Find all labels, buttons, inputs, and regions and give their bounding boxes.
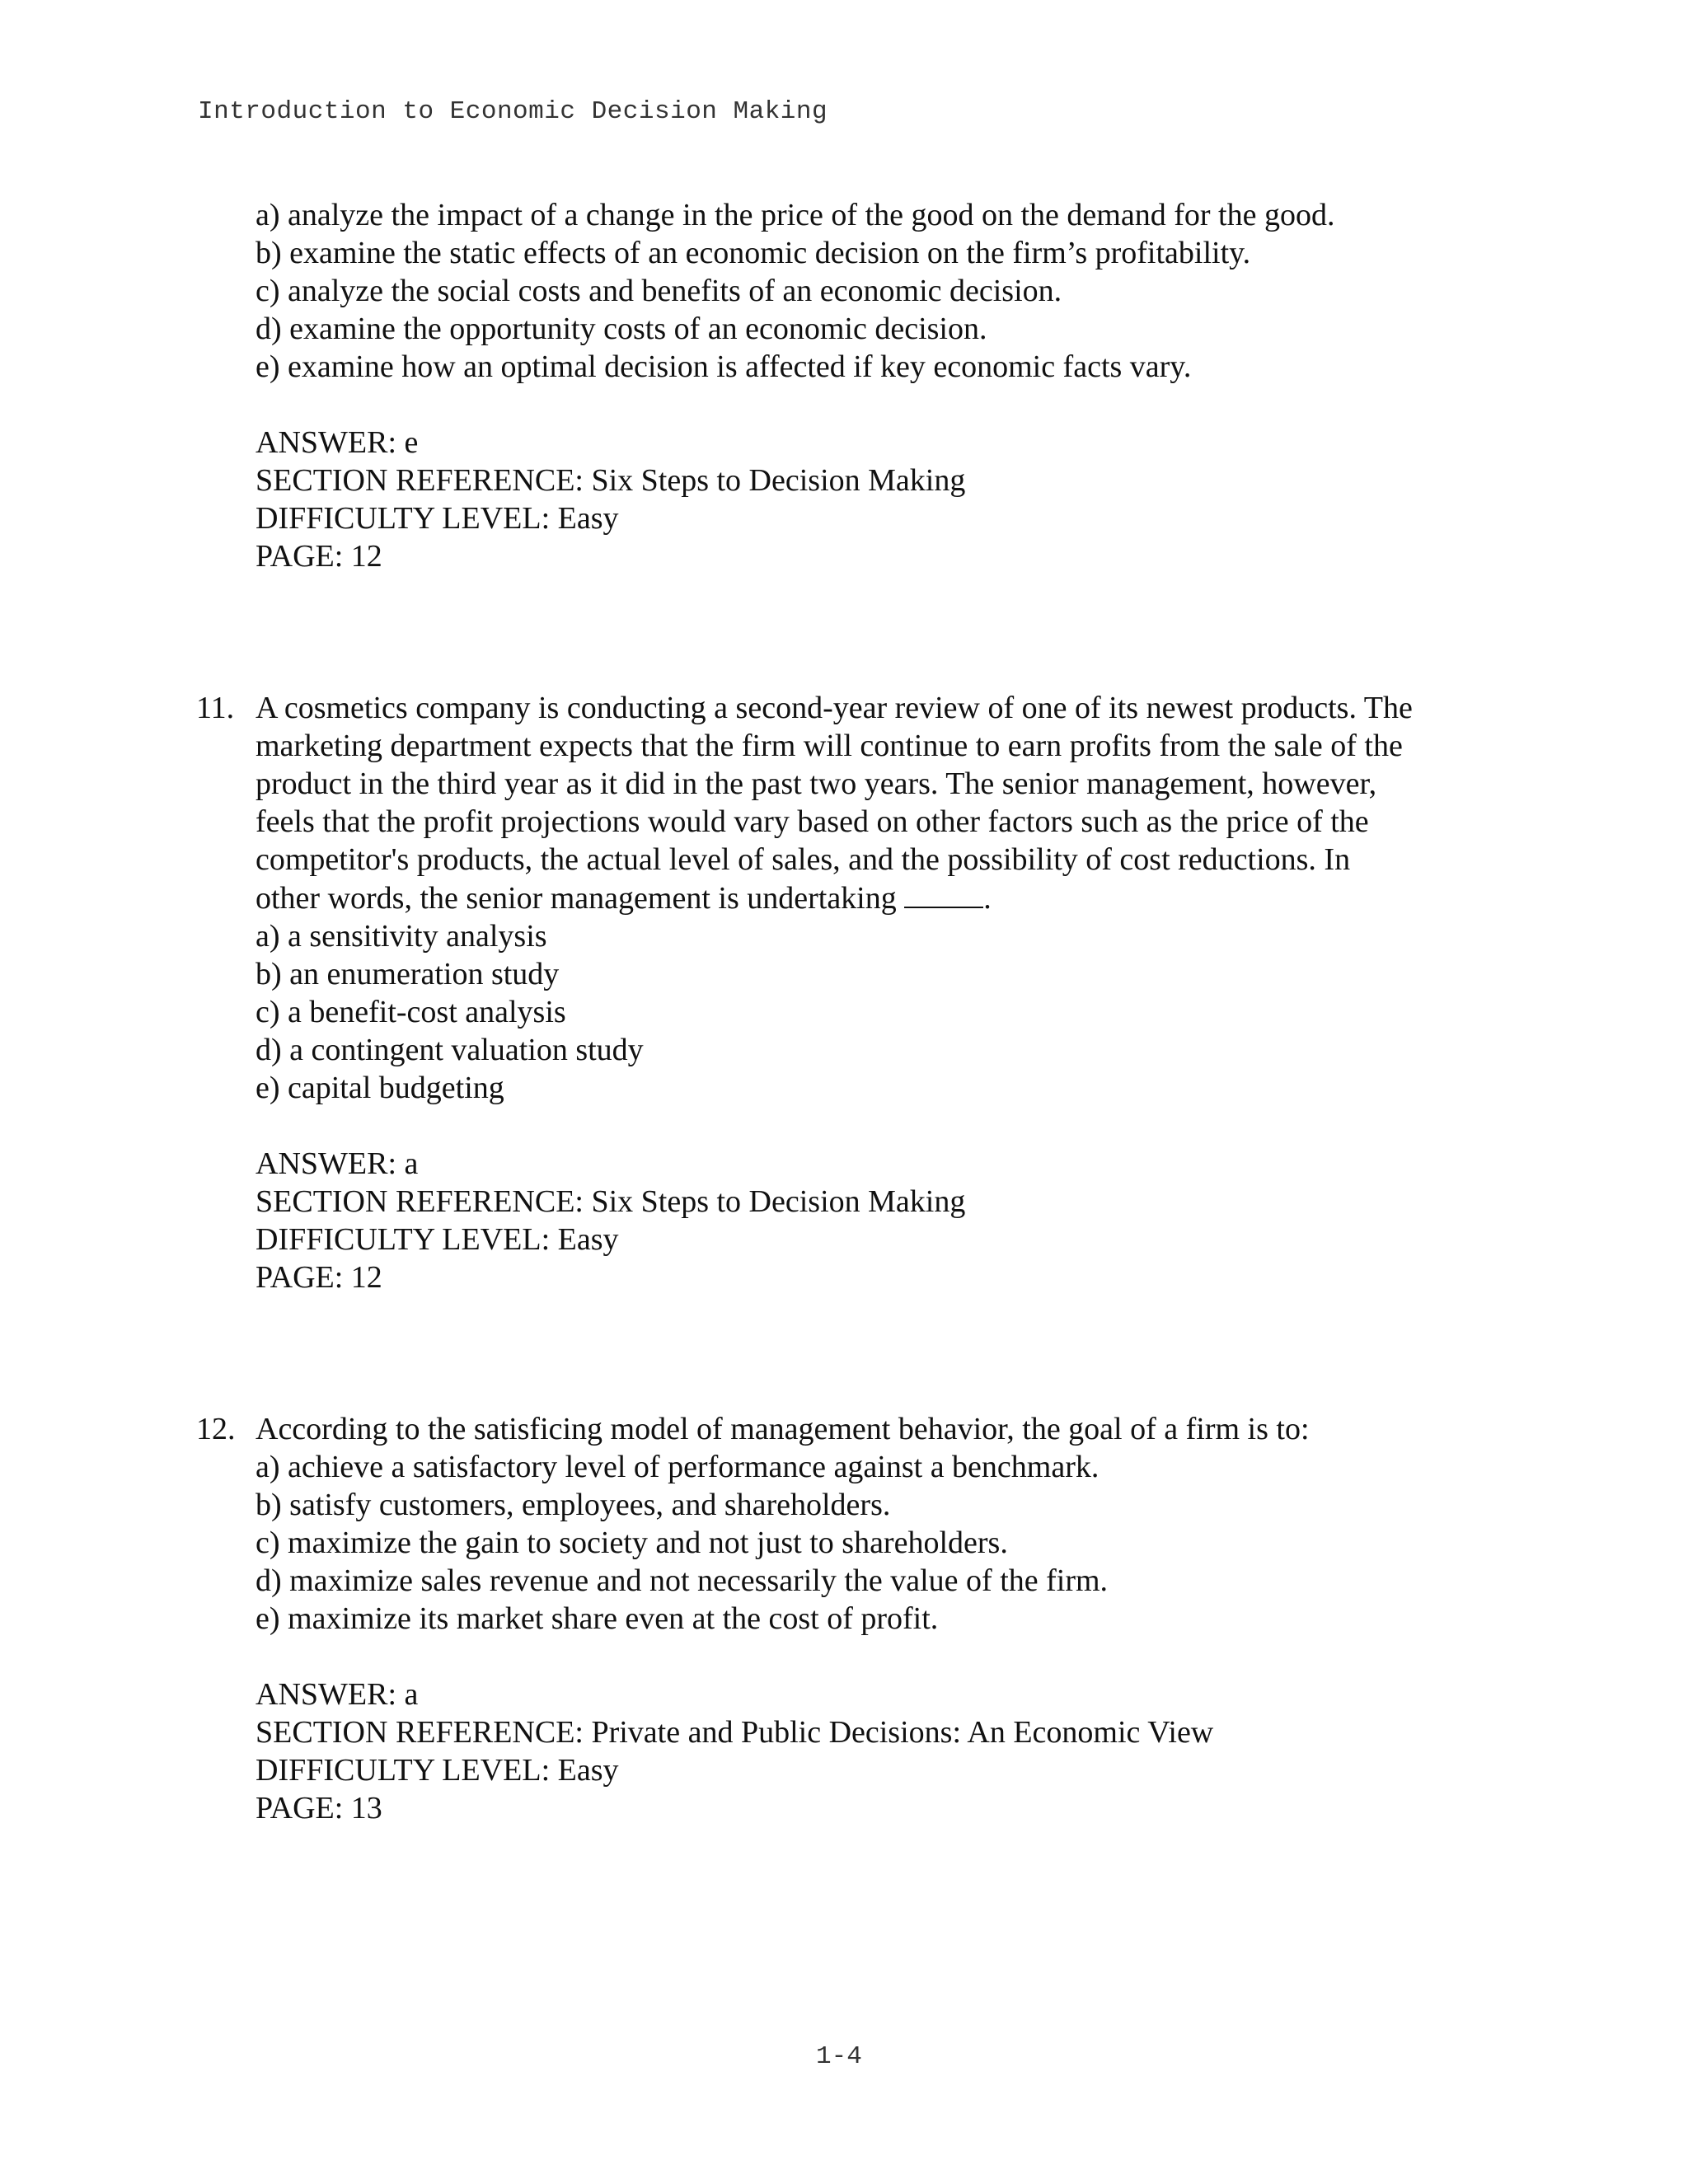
answer: ANSWER: a [256, 1146, 419, 1181]
question-stem-line: feels that the profit projections would vary based on other factors such as the price of the [256, 804, 1369, 839]
option-d: d) a contingent valuation study [256, 1033, 644, 1067]
option-a: a) analyze the impact of a change in the price of the good on the demand for the good. [256, 198, 1335, 232]
answer: ANSWER: a [256, 1677, 419, 1712]
page-content [196, 196, 1492, 1827]
continued-question [256, 196, 1492, 575]
option-d: d) maximize sales revenue and not necessarily the value of the firm. [256, 1563, 1109, 1598]
question-stem-line: product in the third year as it did in the past two years. The senior management, however, [256, 766, 1377, 801]
option-a: a) achieve a satisfactory level of performance against a benchmark. [256, 1450, 1100, 1484]
difficulty-level: DIFFICULTY LEVEL: Easy [256, 1753, 619, 1788]
section-reference: SECTION REFERENCE: Private and Public Decisions: An Economic View [256, 1715, 1214, 1750]
question-stem-line: A cosmetics company is conducting a second-year review of one of its newest products. The [256, 691, 1413, 725]
section-reference: SECTION REFERENCE: Six Steps to Decision Making [256, 463, 966, 498]
option-e: e) examine how an optimal decision is affected if key economic facts vary. [256, 349, 1192, 384]
question-12 [196, 1410, 1492, 1827]
option-c: c) maximize the gain to society and not just to shareholders. [256, 1526, 1008, 1560]
running-header: Introduction to Economic Decision Making [198, 97, 828, 126]
option-b: b) satisfy customers, employees, and shareholders. [256, 1488, 891, 1522]
section-reference: SECTION REFERENCE: Six Steps to Decision Making [256, 1184, 966, 1219]
question-number: 12. [196, 1412, 236, 1446]
answer-blank [904, 879, 983, 908]
difficulty-level: DIFFICULTY LEVEL: Easy [256, 501, 619, 536]
option-c: c) analyze the social costs and benefits of an economic decision. [256, 274, 1062, 308]
question-stem-text: other words, the senior management is undertaking [256, 881, 897, 916]
question-stem-period: . [983, 881, 992, 916]
page-reference: PAGE: 12 [256, 539, 382, 574]
question-stem-last-line [256, 879, 1492, 917]
option-e: e) maximize its market share even at the cost of profit. [256, 1601, 939, 1636]
page-reference: PAGE: 13 [256, 1791, 382, 1825]
option-b: b) an enumeration study [256, 957, 560, 991]
option-b: b) examine the static effects of an economic decision on the firm’s profitability. [256, 236, 1251, 270]
question-number: 11. [196, 691, 235, 725]
page-reference: PAGE: 12 [256, 1260, 382, 1295]
option-e: e) capital budgeting [256, 1071, 504, 1105]
difficulty-level: DIFFICULTY LEVEL: Easy [256, 1222, 619, 1257]
question-stem-line: competitor's products, the actual level of sales, and the possibility of cost reductions. In [256, 842, 1351, 877]
option-c: c) a benefit-cost analysis [256, 995, 566, 1029]
question-11 [196, 689, 1492, 1296]
answer: ANSWER: e [256, 425, 419, 460]
option-a: a) a sensitivity analysis [256, 919, 547, 954]
page-number: 1-4 [816, 2042, 862, 2071]
question-stem: According to the satisficing model of management behavior, the goal of a firm is to: [256, 1412, 1310, 1446]
question-stem-line: marketing department expects that the firm will continue to earn profits from the sale of the [256, 729, 1403, 763]
option-d: d) examine the opportunity costs of an economic decision. [256, 312, 987, 346]
